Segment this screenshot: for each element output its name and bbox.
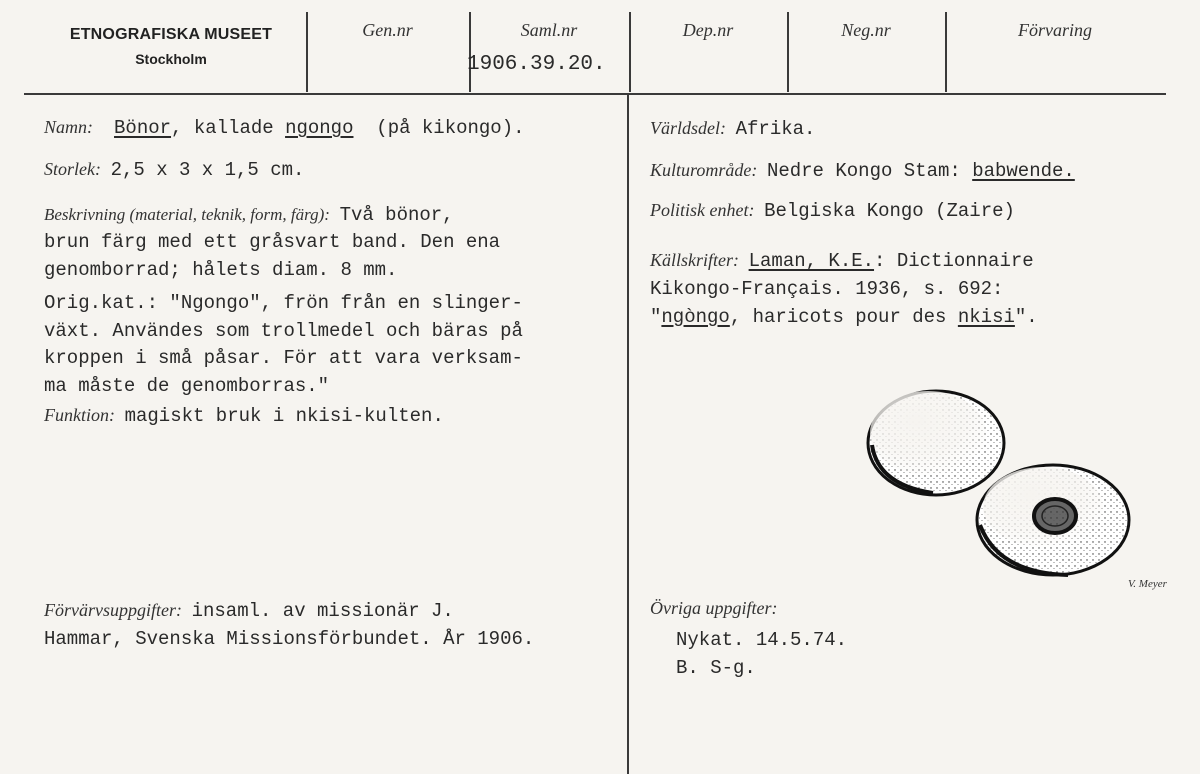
funktion-value: magiskt bruk i nkisi-kulten.	[124, 405, 444, 427]
saml-nr-label: Saml.nr	[520, 20, 578, 40]
forvarv-line2: Hammar, Svenska Missionsförbundet. År 1906.	[44, 628, 535, 650]
illustrator-signature: V. Meyer	[1128, 578, 1167, 590]
kallskrifter-author: Laman, K.E.	[748, 250, 875, 272]
kallskrifter-line2: Kikongo-Français. 1936, s. 692:	[650, 278, 1004, 300]
forvarv-field	[44, 600, 454, 622]
varldsdel-label: Världsdel:	[650, 118, 726, 138]
ovriga-label: Övriga uppgifter:	[650, 598, 778, 618]
storlek-value: 2,5 x 3 x 1,5 cm.	[110, 159, 305, 181]
funktion-label: Funktion:	[44, 405, 115, 425]
forvaring-label: Förvaring	[1018, 20, 1092, 40]
varldsdel-value: Afrika.	[735, 118, 816, 140]
beskrivning-line1: Två bönor,	[339, 204, 454, 226]
forvarv-label: Förvärvsuppgifter:	[44, 600, 182, 620]
beskrivning-body	[44, 229, 500, 284]
dep-nr-label: Dep.nr	[682, 20, 734, 40]
politisk-field	[650, 200, 1015, 222]
museum-city: Stockholm	[135, 51, 207, 67]
orig-kat-line1: Orig.kat.: "Ngongo", frön från en slinger-	[44, 292, 523, 314]
politisk-label: Politisk enhet:	[650, 200, 755, 220]
beans-drawing-icon	[858, 385, 1138, 580]
funktion-field	[44, 405, 444, 427]
namn-value-bonor: Bönor	[114, 117, 172, 139]
ovriga-field	[650, 598, 778, 619]
stam-value: babwende.	[972, 160, 1075, 182]
storlek-label: Storlek:	[44, 159, 101, 179]
ovriga-line2: B. S-g.	[676, 656, 756, 679]
kallskrifter-body	[650, 276, 1038, 331]
orig-kat-line4: ma måste de genomborras."	[44, 374, 330, 397]
kulturomrade-field	[650, 160, 1075, 182]
beskrivning-field	[44, 204, 454, 226]
kulturomrade-label: Kulturområde:	[650, 160, 758, 180]
beskrivning-line3: genomborrad; hålets diam. 8 mm.	[44, 258, 398, 281]
ovriga-body	[676, 627, 847, 682]
orig-kat-block	[44, 290, 523, 400]
orig-kat-line2: växt. Användes som trollmedel och bäras på	[44, 319, 523, 342]
forvarv-line1: insaml. av missionär J.	[191, 600, 454, 622]
saml-nr-value: 1906.39.20.	[467, 53, 606, 76]
quote-close: ".	[1014, 305, 1038, 328]
beskrivning-label: Beskrivning (material, teknik, form, färg):	[44, 205, 330, 224]
header-rule	[24, 93, 1166, 95]
museum-name: ETNOGRAFISKA MUSEET	[69, 26, 273, 43]
forvarv-body	[44, 626, 534, 654]
nkisi-ref: nkisi	[957, 305, 1015, 328]
kallskrifter-label: Källskrifter:	[650, 250, 739, 270]
varldsdel-field	[650, 118, 815, 140]
kallskrifter-line1: : Dictionnaire	[874, 250, 1034, 272]
politisk-value: Belgiska Kongo (Zaire)	[764, 200, 1015, 222]
kallskrifter-line3	[650, 304, 1038, 332]
namn-value-ngongo: ngongo	[285, 117, 354, 139]
namn-value-end: (på kikongo).	[353, 117, 525, 139]
beskrivning-line2: brun färg med ett gråsvart band. Den ena	[44, 231, 501, 253]
storlek-field	[44, 159, 304, 181]
kallskrifter-field	[650, 250, 1034, 272]
orig-kat-line3: kroppen i små påsar. För att vara verksam-	[44, 347, 523, 369]
ngongo-ref: ngòngo	[661, 305, 730, 328]
quote-open: "	[650, 305, 662, 328]
gen-nr-label: Gen.nr	[362, 20, 413, 40]
namn-field	[44, 117, 525, 139]
ovriga-line1: Nykat. 14.5.74.	[676, 629, 848, 651]
neg-nr-label: Neg.nr	[841, 20, 891, 40]
museum-header	[40, 26, 302, 67]
namn-value-mid: , kallade	[171, 117, 286, 139]
center-divider	[627, 93, 629, 774]
namn-label: Namn:	[44, 117, 93, 137]
haricots-text: , haricots pour des	[729, 305, 958, 328]
kulturomrade-value: Nedre Kongo Stam:	[766, 160, 973, 182]
